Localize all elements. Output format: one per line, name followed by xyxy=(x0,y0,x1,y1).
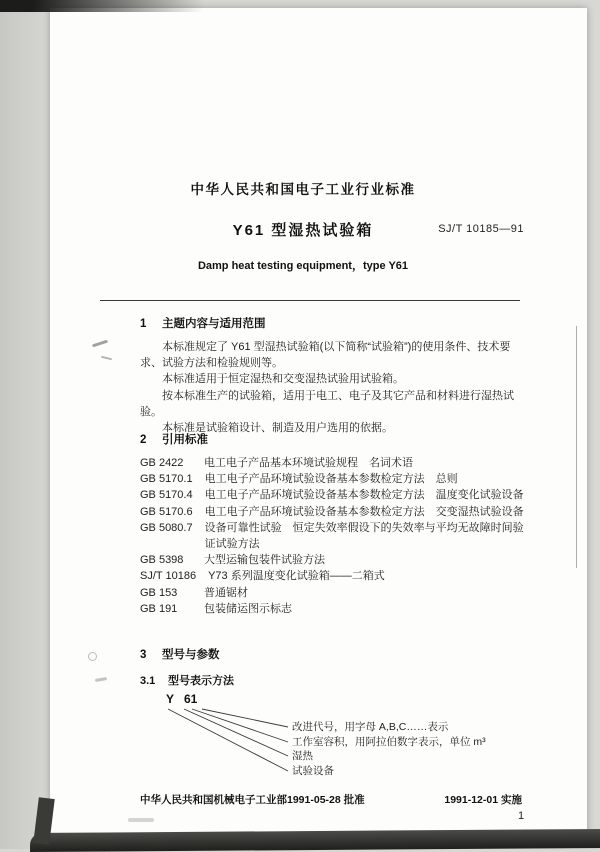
reference-row xyxy=(140,601,526,617)
section3-heading xyxy=(140,646,524,662)
reference-title: 包装储运图示标志 xyxy=(204,602,292,615)
reference-row xyxy=(140,568,526,584)
reference-code: SJ/T 10186 xyxy=(140,570,197,583)
approval-note: 中华人民共和国机械电子工业部1991-05-28 批准 xyxy=(140,794,365,806)
page-number: 1 xyxy=(518,810,525,822)
section3-number: 3 xyxy=(140,649,147,661)
title-row xyxy=(140,219,524,240)
paragraph: 本标准是试验箱设计、制造及用户选用的依据。 xyxy=(162,422,393,435)
section31-number: 3.1 xyxy=(140,675,156,687)
reference-code: GB 2422 xyxy=(140,457,184,469)
paragraph: 本标准适用于恒定湿热和交变湿热试验用试验箱。 xyxy=(162,373,404,386)
model-code-digits: 61 xyxy=(184,692,198,706)
reference-title: 普通锯材 xyxy=(204,586,248,599)
section3-title: 型号与参数 xyxy=(162,649,220,661)
diagram-label-damp-heat: 湿热 xyxy=(292,750,313,762)
section31-heading xyxy=(140,672,524,688)
reference-row xyxy=(140,471,526,487)
section1-paragraphs xyxy=(140,339,526,436)
reference-code: GB 5080.7 xyxy=(140,521,193,534)
diagram-label-test-equipment: 试验设备 xyxy=(292,765,334,777)
reference-title: 大型运输包装件试验方法 xyxy=(204,554,325,567)
reference-title: 电工电子产品环境试验设备基本参数检定方法 总则 xyxy=(204,473,458,486)
paragraph: 按本标准生产的试验箱，适用于电工、电子及其它产品和材料进行湿热试验。 xyxy=(140,389,514,418)
document-title: Y61 型湿热试验箱 xyxy=(232,222,374,239)
reference-list xyxy=(140,455,526,617)
reference-code: GB 153 xyxy=(140,586,178,599)
reference-row xyxy=(140,585,526,601)
section2-heading xyxy=(140,431,524,447)
header-rule xyxy=(100,300,520,301)
document-page xyxy=(50,8,587,834)
reference-code: GB 5170.6 xyxy=(140,505,193,518)
paragraph: 本标准规定了 Y61 型湿热试验箱(以下简称“试验箱”)的使用条件、技术要求、试验方法和检验规则等。 xyxy=(140,341,511,370)
standard-org-title: 中华人民共和国电子工业行业标准 xyxy=(190,182,416,197)
model-designation-diagram xyxy=(140,692,526,792)
scanner-background xyxy=(0,0,52,849)
document-title-english: Damp heat testing equipment，type Y61 xyxy=(197,260,409,272)
reference-row xyxy=(140,455,526,471)
reference-code: GB 5398 xyxy=(140,554,184,567)
section2-number: 2 xyxy=(140,434,147,446)
reference-row xyxy=(140,552,526,568)
reference-title: Y73 系列温度变化试验箱——二箱式 xyxy=(208,570,385,583)
section1-heading xyxy=(140,315,524,331)
section1-title: 主题内容与适用范围 xyxy=(162,318,266,330)
section2-title: 引用标准 xyxy=(162,434,208,446)
reference-code: GB 5170.1 xyxy=(140,473,193,486)
footer xyxy=(140,792,522,807)
implementation-date: 1991-12-01 实施 xyxy=(444,794,522,806)
model-code-letter: Y xyxy=(166,692,175,706)
standard-number: SJ/T 10185—91 xyxy=(438,223,524,235)
section1-number: 1 xyxy=(140,318,147,330)
reference-title: 电工电子产品环境试验设备基本参数检定方法 温度变化试验设备 xyxy=(204,489,524,502)
reference-row xyxy=(140,487,526,503)
reference-title: 设备可靠性试验 恒定失效率假设下的失效率与平均无故障时间验证试验方法 xyxy=(204,521,524,551)
reference-code: GB 191 xyxy=(140,602,178,615)
reference-title: 电工电子产品环境试验设备基本参数检定方法 交变湿热试验设备 xyxy=(204,505,524,518)
reference-row xyxy=(140,504,526,520)
reference-code: GB 5170.4 xyxy=(140,489,193,502)
section31-title: 型号表示方法 xyxy=(168,675,234,687)
diagram-label-improvement-code: 改进代号，用字母 A,B,C……表示 xyxy=(292,721,449,733)
reference-title: 电工电子产品基本环境试验规程 名词术语 xyxy=(204,457,413,469)
diagram-label-chamber-volume: 工作室容积，用阿拉伯数字表示，单位 m³ xyxy=(292,736,486,748)
reference-row xyxy=(140,520,526,552)
